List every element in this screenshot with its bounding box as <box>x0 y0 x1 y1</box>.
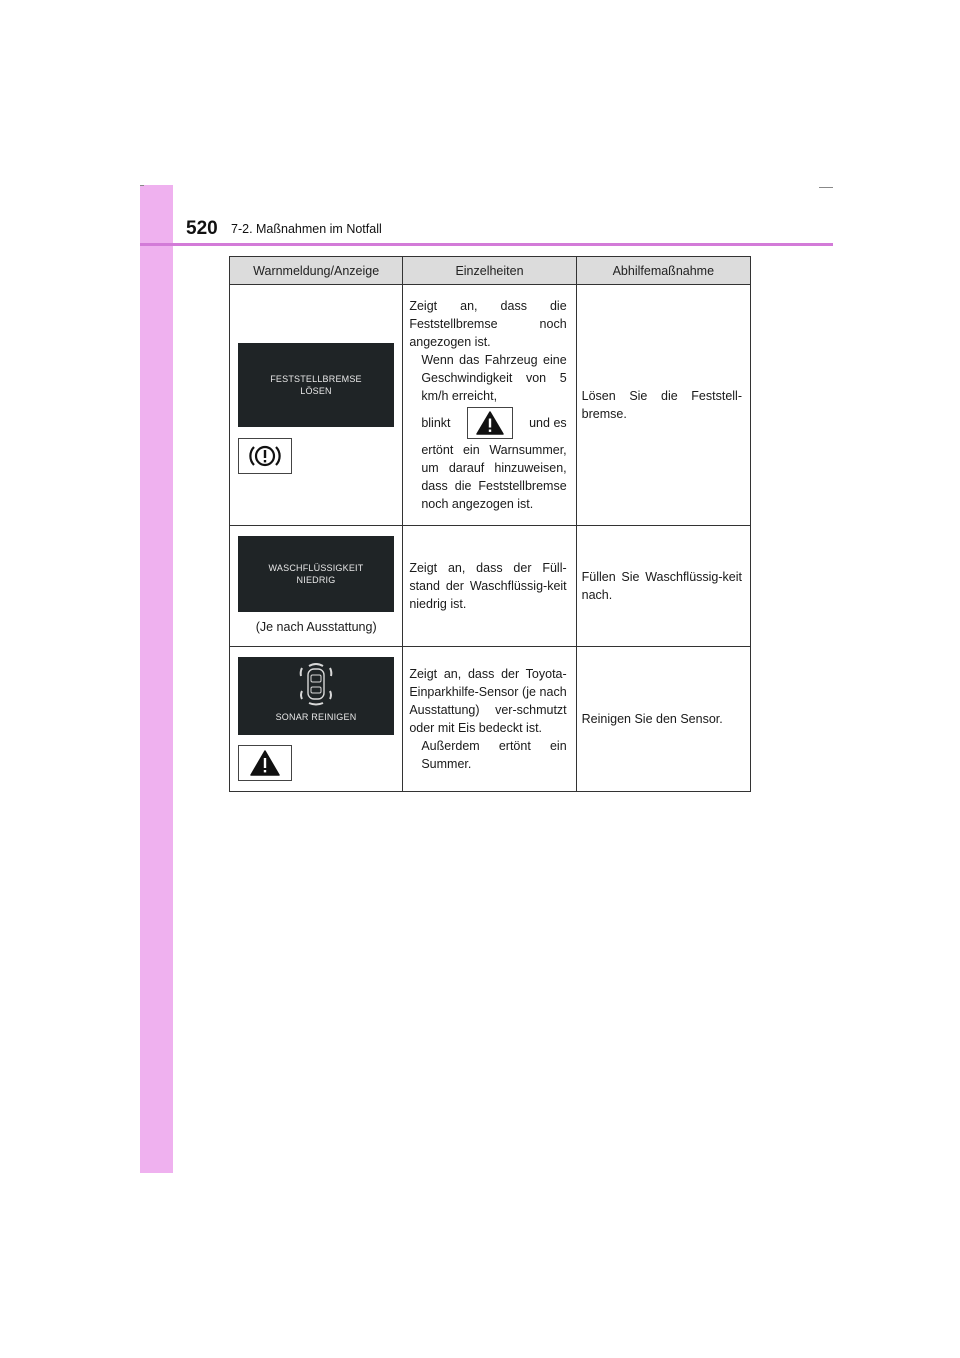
display-screen-washer-fluid <box>238 536 394 612</box>
crop-mark <box>819 187 833 188</box>
details-note: Außerdem ertönt ein Summer. <box>421 739 567 771</box>
parking-sensor-car-icon <box>292 661 340 707</box>
details-text: Zeigt an, dass der Füll-stand der Waschflüssig-keit niedrig ist. <box>409 561 567 611</box>
remedy-text: Lösen Sie die Feststell-bremse. <box>581 389 742 421</box>
details-note: blinkt <box>421 416 451 430</box>
table-row <box>230 647 751 792</box>
equipment-caption: (Je nach Ausstattung) <box>255 620 377 634</box>
warning-cell <box>230 285 403 526</box>
warning-cell <box>230 526 403 647</box>
remedy-cell <box>576 647 750 792</box>
crop-mark <box>140 185 144 186</box>
master-warning-icon <box>467 407 513 439</box>
screen-text: LÖSEN <box>300 385 332 396</box>
display-screen-parking-brake <box>238 343 394 427</box>
master-warning-icon <box>238 745 292 781</box>
details-text: Zeigt an, dass die Feststellbremse noch angezogen ist. <box>409 299 567 349</box>
details-cell <box>403 526 576 647</box>
column-header-details: Einzelheiten <box>403 257 576 285</box>
table-row <box>230 526 751 647</box>
screen-text: SONAR REINIGEN <box>275 712 357 722</box>
column-header-warning: Warnmeldung/Anzeige <box>230 257 403 285</box>
page-number: 520 <box>186 218 218 239</box>
remedy-text: Reinigen Sie den Sensor. <box>581 712 723 726</box>
remedy-cell <box>576 285 750 526</box>
display-screen-sonar <box>238 657 394 735</box>
remedy-text: Füllen Sie Waschflüssig-keit nach. <box>581 570 742 602</box>
remedy-cell <box>576 526 750 647</box>
section-title: 7-2. Maßnahmen im Notfall <box>231 222 382 236</box>
warning-table <box>229 256 751 792</box>
screen-text: WASCHFLÜSSIGKEIT <box>268 563 364 573</box>
details-note: Wenn das Fahrzeug eine Geschwindigkeit von 5 km/h erreicht, <box>421 353 567 403</box>
screen-text: NIEDRIG <box>296 575 336 585</box>
table-header-row <box>230 257 751 285</box>
details-text: Zeigt an, dass der Toyota-Einparkhilfe-Sensor (je nach Ausstattung) ver-schmutzt oder mit Eis bedeckt ist. <box>409 667 567 735</box>
table-row <box>230 285 751 526</box>
screen-text: FESTSTELLBREMSE <box>270 373 362 384</box>
warning-cell <box>230 647 403 792</box>
side-tab-bar <box>140 185 173 1173</box>
details-cell <box>403 285 576 526</box>
column-header-remedy: Abhilfemaßnahme <box>576 257 750 285</box>
details-cell <box>403 647 576 792</box>
details-note: und es <box>529 416 567 430</box>
header-rule <box>140 243 833 246</box>
details-note: ertönt ein Warnsummer, um darauf hinzuweisen, dass die Feststellbremse noch angezogen ist. <box>421 443 567 511</box>
brake-warning-icon <box>238 438 292 474</box>
